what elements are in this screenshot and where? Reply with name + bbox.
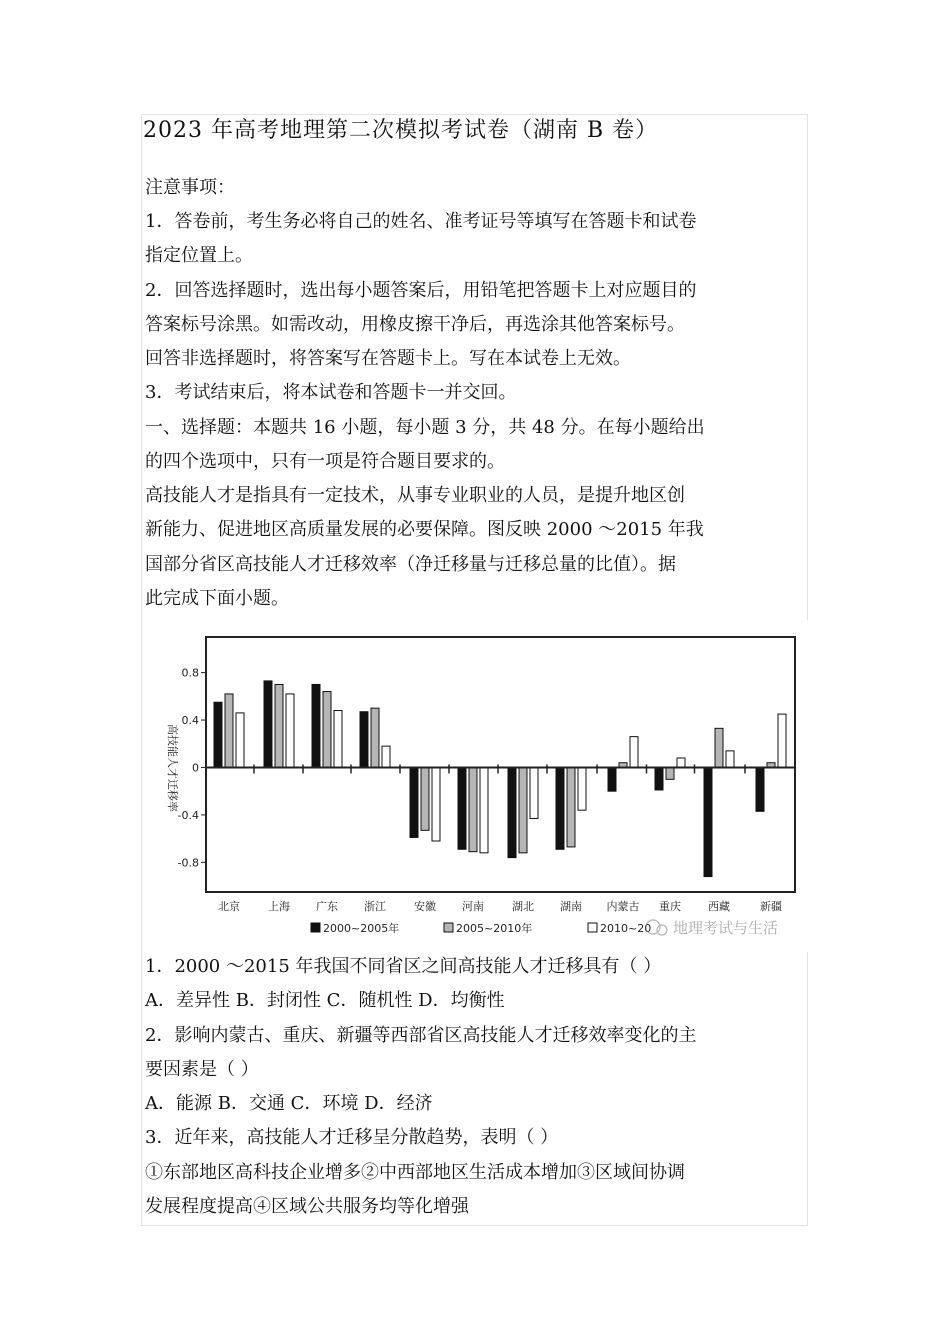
migration-efficiency-chart bbox=[143, 620, 810, 952]
bar bbox=[214, 702, 222, 767]
exam-title: 2023 年高考地理第二次模拟考试卷（湖南 B 卷） bbox=[143, 118, 659, 143]
legend-label: 2000~2005年 bbox=[323, 922, 400, 935]
category-label: 广东 bbox=[316, 900, 338, 913]
bar bbox=[726, 751, 734, 768]
category-label: 上海 bbox=[268, 900, 290, 913]
category-label: 湖南 bbox=[560, 900, 582, 913]
bar bbox=[715, 728, 723, 767]
bar bbox=[382, 746, 390, 767]
category-label: 安徽 bbox=[414, 900, 436, 913]
legend-label: 2005~2010年 bbox=[456, 922, 533, 935]
y-tick-label: -0.4 bbox=[177, 808, 199, 822]
legend-swatch bbox=[588, 923, 597, 932]
bar bbox=[704, 767, 712, 876]
y-axis-label: 高技能人才迁移率 bbox=[166, 724, 179, 812]
legend-swatch bbox=[311, 923, 320, 932]
bar bbox=[432, 767, 440, 841]
bar bbox=[236, 713, 244, 768]
bar bbox=[578, 767, 586, 810]
category-label: 西藏 bbox=[708, 900, 730, 913]
bar bbox=[677, 758, 685, 767]
question-2: 要因素是（ ） bbox=[145, 1059, 259, 1080]
bar bbox=[519, 767, 527, 852]
question-3-options: ①东部地区高科技企业增多②中西部地区生活成本增加③区域间协调 bbox=[145, 1162, 685, 1183]
bar bbox=[458, 767, 466, 849]
bar bbox=[312, 684, 320, 767]
section-heading: 一、选择题：本题共 16 小题，每小题 3 分，共 48 分。在每小题给出 bbox=[145, 417, 705, 438]
bar bbox=[225, 694, 233, 768]
watermark-text: 地理考试与生活 bbox=[673, 919, 779, 937]
bar bbox=[655, 767, 663, 790]
notice-line: 回答非选择题时，将答案写在答题卡上。写在本试卷上无效。 bbox=[145, 348, 631, 369]
passage-line: 高技能人才是指具有一定技术，从事专业职业的人员，是提升地区创 bbox=[145, 485, 685, 506]
bar bbox=[480, 767, 488, 852]
bar bbox=[421, 767, 429, 830]
y-tick-label: -0.8 bbox=[177, 856, 199, 870]
bar bbox=[275, 684, 283, 767]
notice-line: 指定位置上。 bbox=[145, 245, 253, 266]
question-1: 1．2000 ～2015 年我国不同省区之间高技能人才迁移具有（ ） bbox=[145, 956, 662, 977]
y-tick-label: 0.8 bbox=[181, 666, 199, 680]
category-label: 湖北 bbox=[512, 900, 534, 913]
category-label: 北京 bbox=[218, 900, 240, 913]
category-label: 浙江 bbox=[364, 900, 386, 913]
question-1-options: A．差异性 B．封闭性 C．随机性 D．均衡性 bbox=[145, 990, 505, 1011]
question-3-options: 发展程度提高④区域公共服务均等化增强 bbox=[145, 1196, 469, 1217]
section-heading: 的四个选项中，只有一项是符合题目要求的。 bbox=[145, 451, 505, 472]
legend-label: 2010~20 bbox=[600, 922, 652, 935]
category-label: 河南 bbox=[462, 900, 484, 913]
question-2-options: A．能源 B．交通 C．环境 D．经济 bbox=[145, 1093, 433, 1114]
question-2: 2．影响内蒙古、重庆、新疆等西部省区高技能人才迁移效率变化的主 bbox=[145, 1025, 697, 1046]
bar bbox=[530, 767, 538, 818]
notice-line: 答案标号涂黑。如需改动，用橡皮擦干净后，再选涂其他答案标号。 bbox=[145, 314, 685, 335]
notice-heading: 注意事项： bbox=[145, 177, 235, 198]
question-3: 3．近年来，高技能人才迁移呈分散趋势，表明（ ） bbox=[145, 1127, 559, 1148]
bar bbox=[567, 767, 575, 846]
category-label: 重庆 bbox=[659, 900, 681, 913]
y-tick-label: 0.4 bbox=[181, 714, 199, 728]
notice-line: 3．考试结束后，将本试卷和答题卡一并交回。 bbox=[145, 382, 517, 403]
bar bbox=[469, 767, 477, 851]
bar bbox=[360, 712, 368, 768]
bar bbox=[556, 767, 564, 849]
bar bbox=[334, 711, 342, 768]
bar bbox=[666, 767, 674, 779]
bar bbox=[508, 767, 516, 857]
bar bbox=[630, 737, 638, 768]
bar bbox=[371, 708, 379, 767]
passage-line: 此完成下面小题。 bbox=[145, 588, 289, 609]
passage-line: 新能力、促进地区高质量发展的必要保障。图反映 2000 ～2015 年我 bbox=[145, 519, 704, 540]
bar bbox=[778, 714, 786, 767]
category-label: 新疆 bbox=[760, 900, 782, 913]
bar bbox=[323, 692, 331, 768]
category-label: 内蒙古 bbox=[606, 900, 640, 913]
bar bbox=[608, 767, 616, 791]
notice-line: 2．回答选择题时，选出每小题答案后，用铅笔把答题卡上对应题目的 bbox=[145, 280, 697, 301]
passage-line: 国部分省区高技能人才迁移效率（净迁移量与迁移总量的比值）。据 bbox=[145, 554, 676, 575]
bar bbox=[410, 767, 418, 837]
bar bbox=[264, 681, 272, 768]
y-tick-label: 0 bbox=[192, 761, 199, 775]
bar bbox=[756, 767, 764, 811]
bar bbox=[286, 694, 294, 768]
legend-swatch bbox=[444, 923, 453, 932]
notice-line: 1．答卷前，考生务必将自己的姓名、准考证号等填写在答题卡和试卷 bbox=[145, 211, 697, 232]
